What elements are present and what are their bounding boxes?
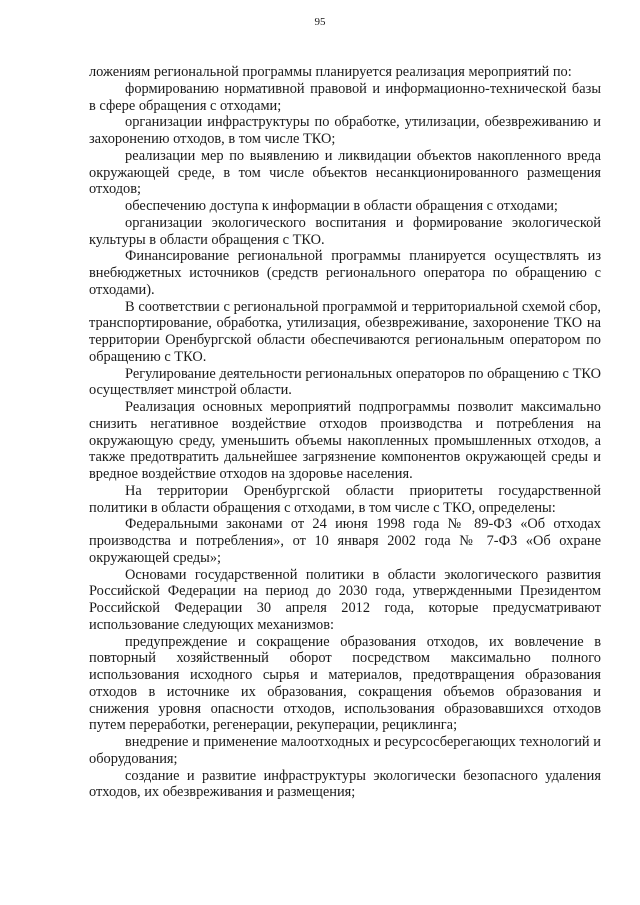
paragraph-safe-disposal: создание и развитие инфраструктуры экологически безопасного удаления отходов, их обезвреживания и размещения; bbox=[89, 767, 601, 801]
paragraph-federal-laws: Федеральными законами от 24 июня 1998 года № 89-ФЗ «Об отходах производства и потребления», от 10 января 2002 года № 7-ФЗ «Об охране окружающей среды»; bbox=[89, 516, 601, 566]
paragraph-information-access: обеспечению доступа к информации в области обращения с отходами; bbox=[125, 198, 558, 214]
paragraph-regional-operator: В соответствии с региональной программой и территориальной схемой сбор, транспортирование, обработка, утилизация, обезвреживание, захоронение ТКО на территории Оренбургской области обеспечиваются региональным оператором по обращению с ТКО. bbox=[89, 298, 601, 365]
paragraph-state-policy: Основами государственной политики в области экологического развития Российской Федерации на период до 2030 года, утвержденными Президентом Российской Федерации 30 апреля 2012 года, которые предусматривают использование следующих механизмов: bbox=[89, 566, 601, 633]
page-number: 95 bbox=[314, 16, 326, 28]
paragraph-ecological-education: организации экологического воспитания и формирование экологической культуры в области обращения с ТКО. bbox=[89, 214, 601, 248]
paragraph-continuation: ложениям региональной программы планируется реализация мероприятий по: bbox=[89, 64, 572, 80]
body-text bbox=[89, 64, 601, 801]
paragraph-infrastructure: организации инфраструктуры по обработке, утилизации, обезвреживанию и захоронению отходов, в том числе ТКО; bbox=[89, 114, 601, 147]
paragraph-implementation: Реализация основных мероприятий подпрограммы позволит максимально снизить негативное воздействие отходов производства и потребления на окружающую среду, уменьшить объемы накопленных промышленных отходов, а также предотвратить дальнейшее загрязнение компонентов окружающей среды и вредное воздействие отходов на здоровье населения. bbox=[89, 399, 601, 482]
paragraph-normative-base: формированию нормативной правовой и информационно-технической базы в сфере обращения с отходами; bbox=[89, 80, 601, 114]
paragraph-waste-prevention: предупреждение и сокращение образования отходов, их вовлечение в повторный хозяйственный оборот посредством максимально полного использования исходного сырья и материалов, предотвращения образования отходов в источнике их образования, сокращения объемов образования и снижения уровня опасности отходов, использования образовавшихся отходов путем переработки, регенерации, рекуперации, рециклинга; bbox=[89, 633, 601, 734]
paragraph-regulation: Регулирование деятельности региональных операторов по обращению с ТКО осуществляет минстрой области. bbox=[89, 365, 601, 399]
paragraph-low-waste-tech: внедрение и применение малоотходных и ресурсосберегающих технологий и оборудования; bbox=[89, 734, 601, 767]
paragraph-accumulated-harm: реализации мер по выявлению и ликвидации объектов накопленного вреда окружающей среде, в том числе объектов несанкционированного размещения отходов; bbox=[89, 147, 601, 198]
paragraph-priorities: На территории Оренбургской области приоритеты государственной политики в области обращения с отходами, в том числе с ТКО, определены: bbox=[89, 482, 601, 516]
paragraph-financing: Финансирование региональной программы планируется осуществлять из внебюджетных источников (средств регионального оператора по обращению с отходами). bbox=[89, 248, 601, 298]
